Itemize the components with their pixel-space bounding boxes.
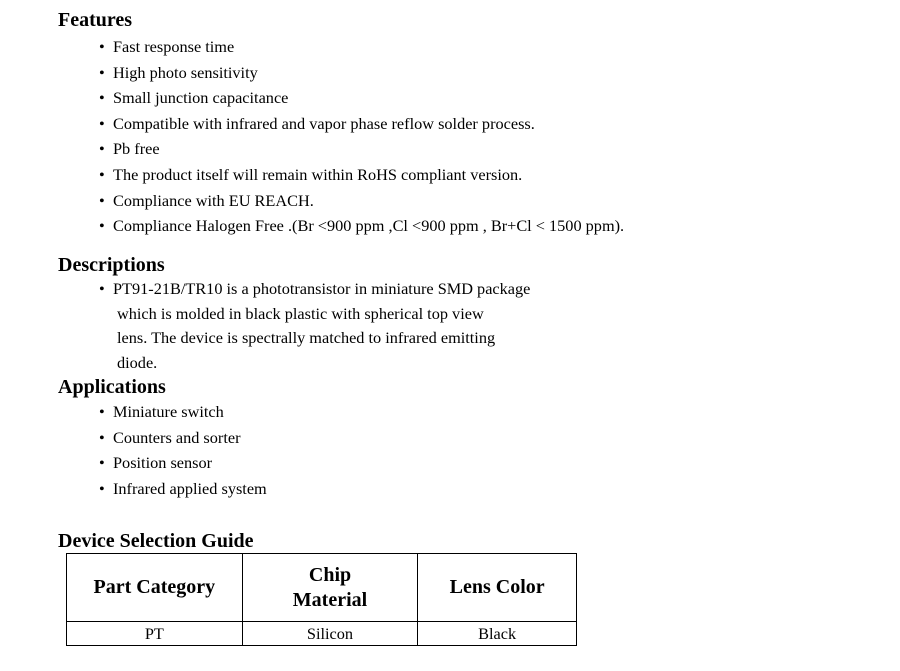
bullet-icon: • [99,62,105,82]
list-item [99,162,624,188]
table-header-row [67,554,577,622]
applications-heading: Applications [58,376,166,398]
description-line [99,277,530,302]
list-item [99,425,267,451]
header-text: Material [292,588,368,611]
column-header-part-category [67,554,243,622]
description-line: lens. The device is spectrally matched to infrared emitting [117,328,496,347]
list-item [99,136,624,162]
descriptions-heading: Descriptions [58,254,165,276]
table-cell-part-category: PT [67,622,243,646]
applications-list [99,399,267,501]
column-header-chip-material [242,554,418,622]
selection-guide-table [66,553,577,646]
table-cell-lens-color: Black [418,622,577,646]
description-paragraph [99,277,530,375]
application-text: Infrared applied system [113,478,267,498]
list-item [99,476,267,502]
bullet-icon: • [99,190,105,210]
list-item [99,111,624,137]
description-line: which is molded in black plastic with spherical top view [117,303,484,323]
bullet-icon: • [99,453,105,473]
bullet-icon: • [99,427,105,447]
feature-text: Compatible with infrared and vapor phase reflow solder process. [113,113,535,133]
bullet-icon: • [99,88,105,108]
features-heading: Features [58,9,133,31]
list-item [99,85,624,111]
table-row [67,622,577,646]
selection-guide-heading: Device Selection Guide [58,530,254,552]
description-line: diode. [117,352,158,372]
bullet-icon: • [99,37,105,56]
table-cell-chip-material: Silicon [242,622,418,646]
header-text: Part Category [93,576,216,598]
application-text: Counters and sorter [113,427,241,447]
bullet-icon: • [99,216,105,236]
list-item [99,188,624,214]
bullet-icon: • [99,402,105,421]
application-text: Miniature switch [113,402,224,421]
bullet-icon: • [99,139,105,159]
feature-text: Compliance with EU REACH. [113,190,314,210]
header-text: Chip [308,563,352,586]
feature-text: Fast response time [113,37,235,56]
feature-text: The product itself will remain within RoHS compliant version. [113,164,523,184]
header-text: Lens Color [449,576,545,598]
bullet-icon: • [99,279,105,298]
list-item [99,399,267,425]
bullet-icon: • [99,164,105,184]
bullet-icon: • [99,113,105,133]
column-header-lens-color [418,554,577,622]
description-text: PT91-21B/TR10 is a phototransistor in miniature SMD package [113,279,531,298]
features-list [99,34,624,239]
list-item [99,450,267,476]
list-item [99,213,624,239]
feature-text: High photo sensitivity [113,62,258,82]
feature-text: Compliance Halogen Free .(Br <900 ppm ,Cl <900 ppm , Br+Cl < 1500 ppm). [113,216,625,236]
list-item [99,60,624,86]
feature-text: Pb free [113,139,160,159]
application-text: Position sensor [113,453,213,473]
list-item [99,34,624,60]
bullet-icon: • [99,478,105,498]
feature-text: Small junction capacitance [113,88,289,108]
